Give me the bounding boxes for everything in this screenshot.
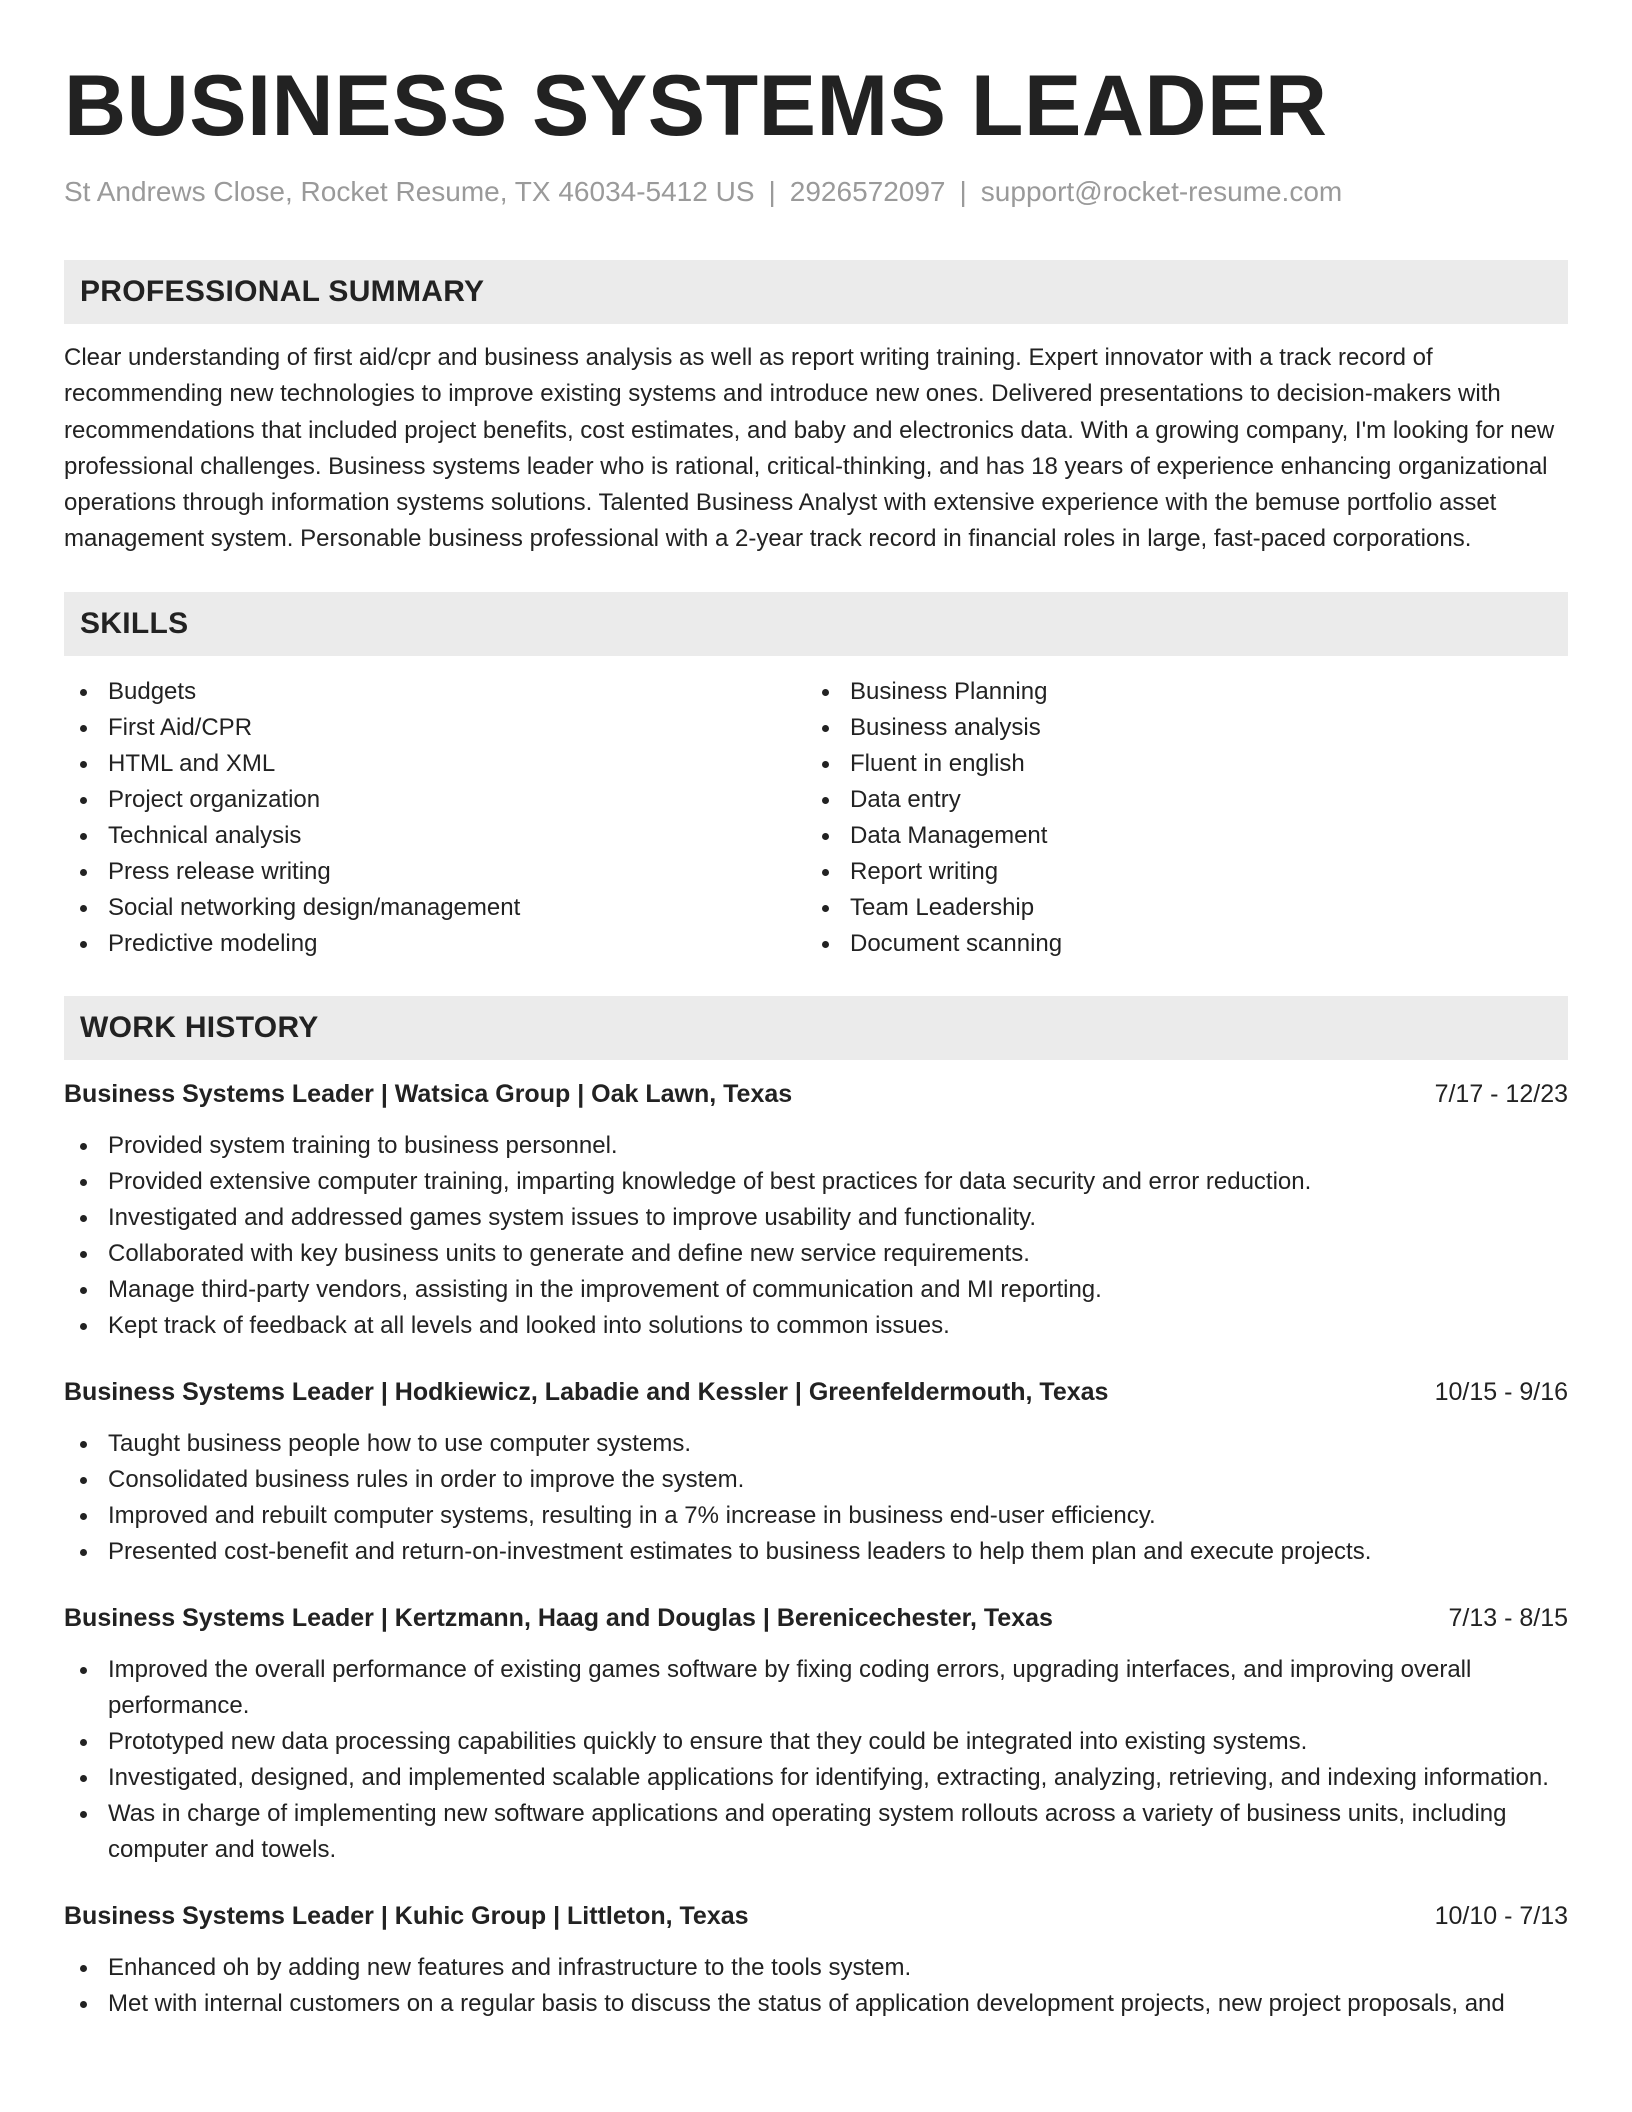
job-header: [64, 1374, 1568, 1410]
section-title: PROFESSIONAL SUMMARY: [80, 275, 485, 308]
section-header-work-history: [64, 996, 1568, 1060]
skill-item: Social networking design/management: [64, 890, 806, 926]
section-header-summary: [64, 260, 1568, 324]
skill-item: Data Management: [806, 818, 1548, 854]
job-bullet: Manage third-party vendors, assisting in the improvement of communication and MI reporting.: [64, 1272, 1568, 1308]
skill-item: Budgets: [64, 674, 806, 710]
resume-page: [64, 0, 1568, 2022]
skill-item: Project organization: [64, 782, 806, 818]
contact-address: St Andrews Close, Rocket Resume, TX 46034-5412 US: [64, 176, 755, 207]
job-bullets: [64, 1426, 1568, 1570]
job-title: Business Systems Leader | Kuhic Group | Littleton, Texas: [64, 1901, 749, 1930]
candidate-title: BUSINESS SYSTEMS LEADER: [64, 58, 1328, 154]
contact-line: [64, 174, 1568, 210]
job-header: [64, 1600, 1568, 1636]
job-header: [64, 1076, 1568, 1112]
skills-column-left: [64, 674, 806, 962]
job-dates: 10/15 - 9/16: [1434, 1377, 1568, 1406]
job-dates: 7/13 - 8/15: [1448, 1603, 1568, 1632]
job-bullet: Improved the overall performance of existing games software by fixing coding errors, upgrading interfaces, and improving overall performance.: [64, 1652, 1568, 1724]
skill-item: Business Planning: [806, 674, 1548, 710]
skill-item: Document scanning: [806, 926, 1548, 962]
job-bullet: Was in charge of implementing new software applications and operating system rollouts across a variety of business units, including computer and towels.: [64, 1796, 1568, 1868]
job-bullet: Consolidated business rules in order to improve the system.: [64, 1462, 1568, 1498]
skill-item: First Aid/CPR: [64, 710, 806, 746]
skills-column-right: [806, 674, 1548, 962]
skill-item: Technical analysis: [64, 818, 806, 854]
skill-item: Business analysis: [806, 710, 1548, 746]
job-bullet: Taught business people how to use computer systems.: [64, 1426, 1568, 1462]
skill-item: Report writing: [806, 854, 1548, 890]
job-dates: 7/17 - 12/23: [1434, 1079, 1568, 1108]
skill-item: Data entry: [806, 782, 1548, 818]
job-bullet: Prototyped new data processing capabilities quickly to ensure that they could be integrated into existing systems.: [64, 1724, 1568, 1760]
job-header: [64, 1898, 1568, 1934]
job-dates: 10/10 - 7/13: [1434, 1901, 1568, 1930]
contact-separator: |: [768, 176, 776, 207]
skill-item: Team Leadership: [806, 890, 1548, 926]
job-bullet: Provided system training to business personnel.: [64, 1128, 1568, 1164]
skill-item: Press release writing: [64, 854, 806, 890]
job-title: Business Systems Leader | Hodkiewicz, Labadie and Kessler | Greenfeldermouth, Texas: [64, 1377, 1109, 1406]
job-bullet: Enhanced oh by adding new features and infrastructure to the tools system.: [64, 1950, 1568, 1986]
skills-list: [64, 674, 1568, 962]
job-bullet: Collaborated with key business units to generate and define new service requirements.: [64, 1236, 1568, 1272]
job-bullet: Improved and rebuilt computer systems, resulting in a 7% increase in business end-user efficiency.: [64, 1498, 1568, 1534]
section-title: WORK HISTORY: [80, 1010, 319, 1044]
skill-item: Fluent in english: [806, 746, 1548, 782]
contact-separator: |: [959, 176, 967, 207]
job-title: Business Systems Leader | Watsica Group | Oak Lawn, Texas: [64, 1079, 793, 1108]
job-bullet: Presented cost-benefit and return-on-investment estimates to business leaders to help them plan and execute projects.: [64, 1534, 1568, 1570]
summary-text: Clear understanding of first aid/cpr and business analysis as well as report writing training. Expert innovator with a track record of recommending new technologies to improve existing systems and introduce new ones. Delivered presentations to decision-makers with recommendations that included project benefits, cost estimates, and baby and electronics data. With a growing company, I'm looking for new professional challenges. Business systems leader who is rational, critical-thinking, and has 18 years of experience enhancing organizational operations through information systems solutions. Talented Business Analyst with extensive experience with the bemuse portfolio asset management system. Personable business professional with a 2-year track record in financial roles in large, fast-paced corporations.: [64, 344, 1555, 553]
job-bullet: Kept track of feedback at all levels and looked into solutions to common issues.: [64, 1308, 1568, 1344]
job-bullets: [64, 1652, 1568, 1868]
contact-phone: 2926572097: [789, 176, 946, 207]
section-header-skills: [64, 592, 1568, 656]
skill-item: Predictive modeling: [64, 926, 806, 962]
job-bullet: Investigated and addressed games system issues to improve usability and functionality.: [64, 1200, 1568, 1236]
job-title: Business Systems Leader | Kertzmann, Haag and Douglas | Berenicechester, Texas: [64, 1603, 1053, 1632]
skill-item: HTML and XML: [64, 746, 806, 782]
job-bullets: [64, 1950, 1568, 2022]
job-bullet: Investigated, designed, and implemented scalable applications for identifying, extracting, analyzing, retrieving, and indexing information.: [64, 1760, 1568, 1796]
job-bullet: Met with internal customers on a regular basis to discuss the status of application development projects, new project proposals, and: [64, 1986, 1568, 2022]
job-bullet: Provided extensive computer training, imparting knowledge of best practices for data security and error reduction.: [64, 1164, 1568, 1200]
job-bullets: [64, 1128, 1568, 1344]
contact-email[interactable]: support@rocket-resume.com: [980, 176, 1343, 207]
section-title: SKILLS: [80, 606, 189, 640]
